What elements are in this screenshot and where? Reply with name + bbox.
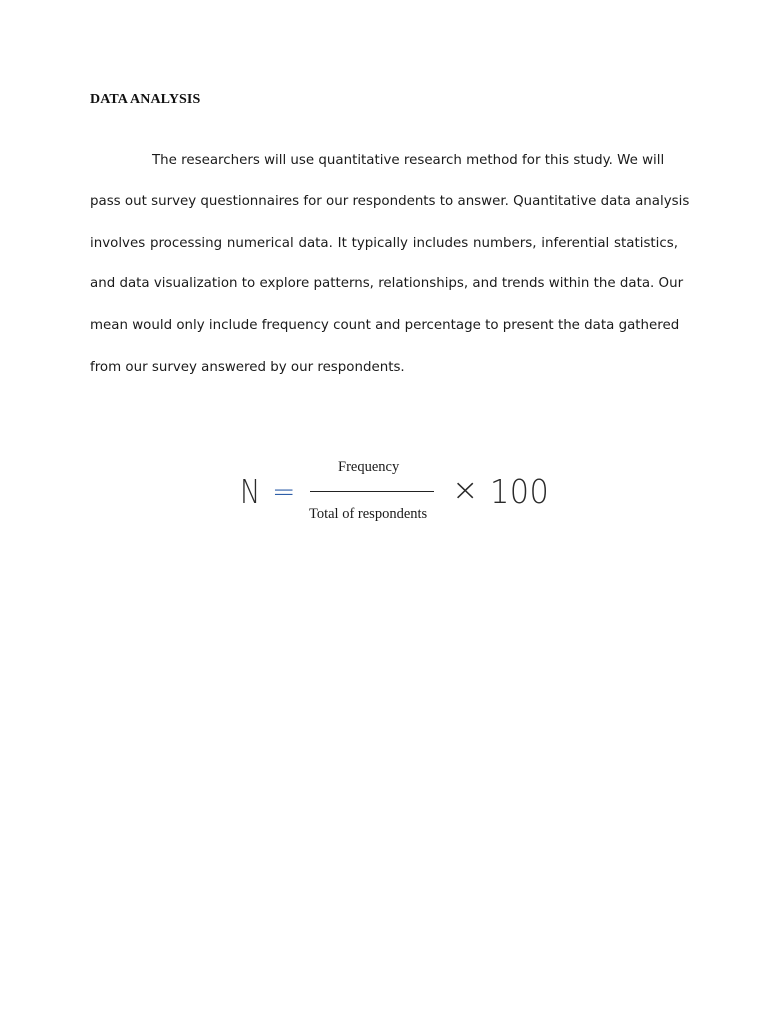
paragraph-line: from our survey answered by our respondents. xyxy=(90,360,405,375)
paragraph-line: The researchers will use quantitative research method for this study. We will xyxy=(152,153,665,168)
paragraph-line: mean would only include frequency count and percentage to present the data gathered xyxy=(90,318,680,333)
formula-multiplier: 100 xyxy=(490,472,550,511)
fraction-bar xyxy=(310,491,434,492)
paragraph-line: and data visualization to explore patterns, relationships, and trends within the data. Our xyxy=(90,276,684,291)
paragraph-line: involves processing numerical data. It typically includes numbers, inferential statistics, xyxy=(90,236,678,251)
formula-denominator: Total of respondents xyxy=(309,506,428,522)
paragraph-line: pass out survey questionnaires for our respondents to answer. Quantitative data analysis xyxy=(90,194,690,209)
formula-numerator: Frequency xyxy=(338,459,400,475)
formula-equals-sign: = xyxy=(272,475,296,508)
formula-lhs: N xyxy=(240,472,260,511)
formula-times-sign: × xyxy=(452,473,479,508)
section-heading: DATA ANALYSIS xyxy=(90,92,201,107)
